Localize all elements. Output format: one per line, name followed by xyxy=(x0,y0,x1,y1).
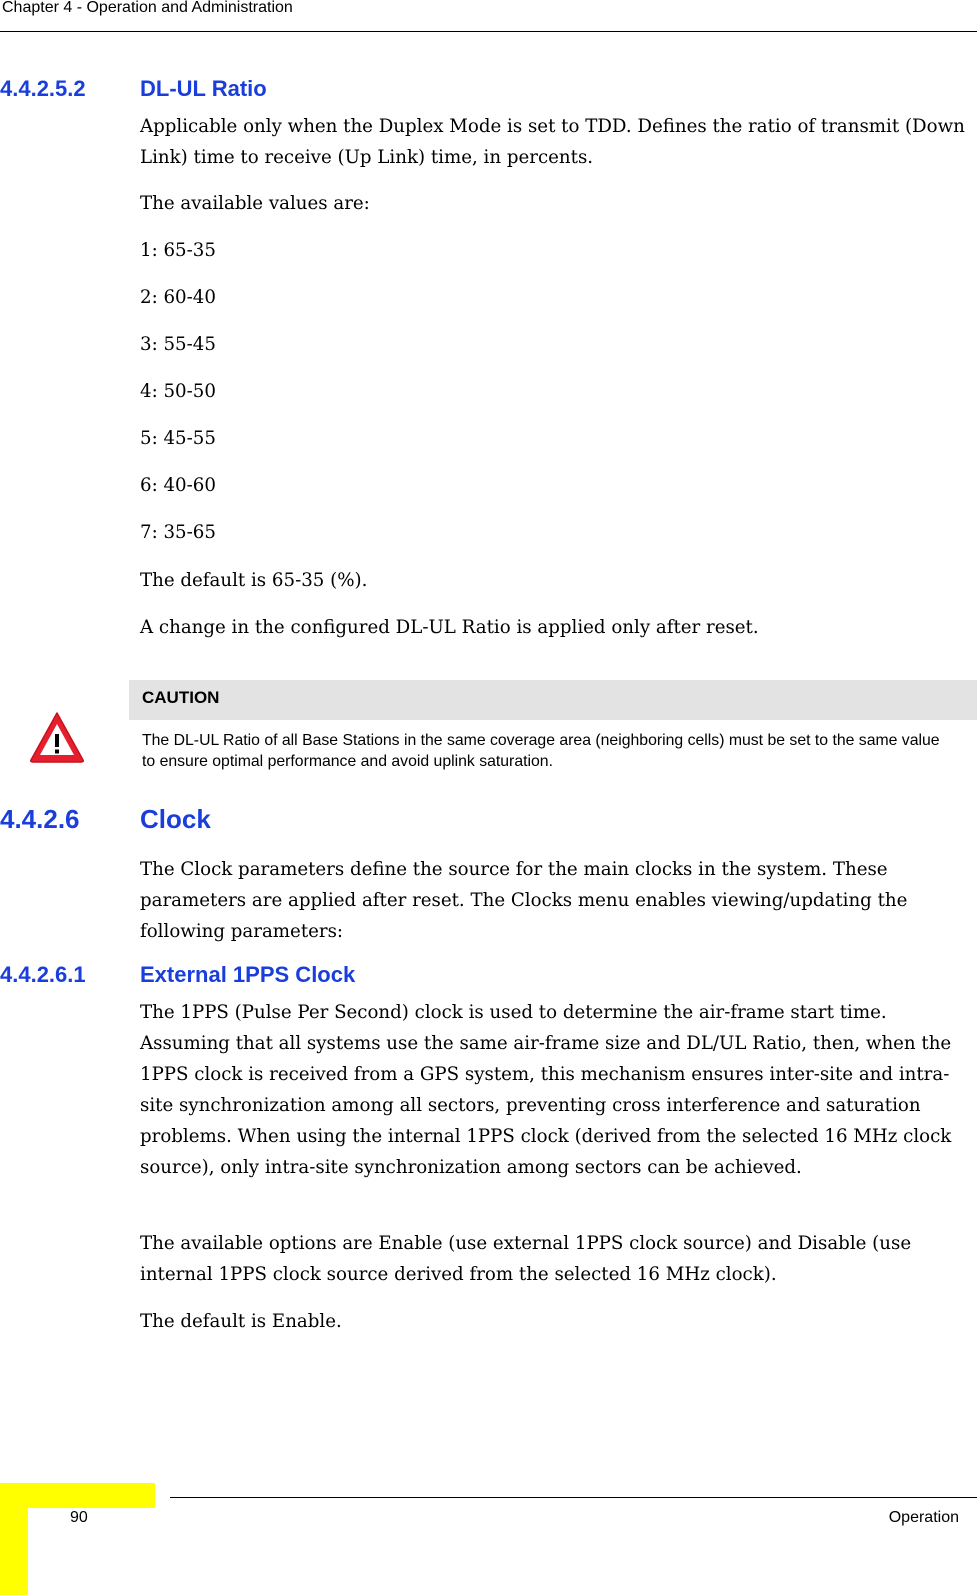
value-item: 1: 65-35 xyxy=(140,240,216,261)
1pps-default-paragraph: The default is Enable. xyxy=(140,1311,342,1332)
reset-note-paragraph: A change in the configured DL-UL Ratio is applied only after reset. xyxy=(140,617,759,638)
value-item: 2: 60-40 xyxy=(140,287,216,308)
footer-divider xyxy=(170,1497,977,1498)
1pps-description-paragraph: The 1PPS (Pulse Per Second) clock is used to determine the air-frame start time. Assuming that all systems use the same air-frame size and DL/UL Ratio, then, when the 1PPS clock is received from a GPS system, this mechanism ensures inter-site and intra-site synchronization among all sectors, preventing cross interference and saturation problems. When using the internal 1PPS clock (derived from the selected 16 MHz clock source), only intra-site synchronization among sectors can be achieved. xyxy=(140,1002,952,1178)
section-title: DL-UL Ratio xyxy=(140,76,267,101)
header-divider xyxy=(0,31,977,32)
default-value-paragraph: The default is 65-35 (%). xyxy=(140,570,368,591)
section-title: Clock xyxy=(140,804,211,834)
caution-header-bar xyxy=(129,680,977,720)
section-number: 4.4.2.6.1 xyxy=(0,962,86,987)
section-number: 4.4.2.5.2 xyxy=(0,76,86,101)
warning-triangle-icon xyxy=(28,710,86,764)
footer-accent-stripe xyxy=(0,1483,28,1595)
caution-text: The DL-UL Ratio of all Base Stations in the same coverage area (neighboring cells) must be set to the same value to ensure optimal performance and avoid uplink saturation. xyxy=(142,732,940,770)
section-title: External 1PPS Clock xyxy=(140,962,356,987)
page-number: 90 xyxy=(70,1509,88,1526)
clock-intro-paragraph: The Clock parameters define the source for the main clocks in the system. These parameters are applied after reset. The Clocks menu enables viewing/updating the following parameters: xyxy=(140,859,908,942)
caution-label: CAUTION xyxy=(142,688,220,707)
value-item: 6: 40-60 xyxy=(140,475,216,496)
footer-section-name: Operation xyxy=(888,1509,959,1526)
values-intro-paragraph: The available values are: xyxy=(140,193,370,214)
dl-ul-intro-paragraph: Applicable only when the Duplex Mode is set to TDD. Defines the ratio of transmit (Down Link) time to receive (Up Link) time, in percents. xyxy=(140,116,965,168)
value-item: 5: 45-55 xyxy=(140,428,216,449)
value-item: 7: 35-65 xyxy=(140,522,216,543)
section-number: 4.4.2.6 xyxy=(0,804,80,834)
value-item: 4: 50-50 xyxy=(140,381,216,402)
running-header: Chapter 4 - Operation and Administration xyxy=(2,0,293,16)
1pps-options-paragraph: The available options are Enable (use external 1PPS clock source) and Disable (use internal 1PPS clock source derived from the selected 16 MHz clock). xyxy=(140,1233,912,1285)
value-item: 3: 55-45 xyxy=(140,334,216,355)
